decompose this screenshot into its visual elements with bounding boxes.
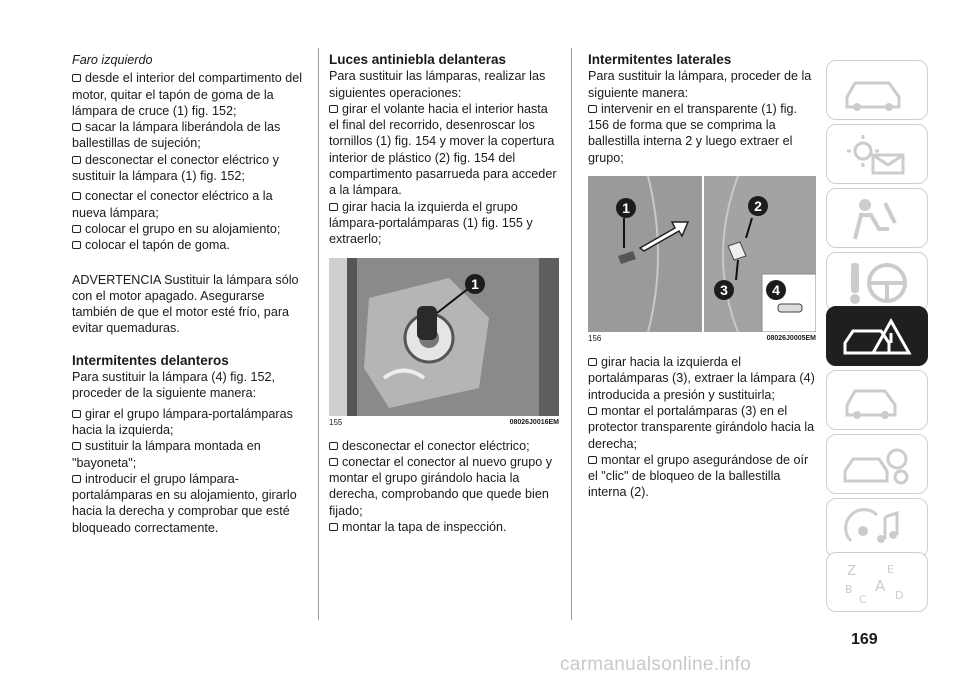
page-number: 169 <box>851 631 878 648</box>
svg-text:Z: Z <box>847 564 856 579</box>
checkbox-bullet-icon <box>72 442 81 450</box>
svg-text:B: B <box>845 583 853 596</box>
tab-car-emergency[interactable] <box>826 306 928 366</box>
checkbox-bullet-icon <box>72 241 81 249</box>
figure-number: 155 <box>329 417 343 427</box>
checkbox-bullet-icon <box>329 523 338 531</box>
checkbox-bullet-icon <box>72 475 81 483</box>
checkbox-bullet-icon <box>329 105 338 113</box>
checkbox-bullet-icon <box>588 358 597 366</box>
figure-156-image <box>588 176 816 332</box>
list-item: conectar el conector al nuevo grupo y montar el grupo girándolo hacia la derecha, comprobando que quede bien fijado; <box>329 454 553 518</box>
list-item: montar la tapa de inspección. <box>329 519 561 535</box>
fog-lamp-illustration <box>329 258 559 416</box>
heading-faro-izquierdo: Faro izquierdo <box>72 53 153 67</box>
tab-car-maintenance[interactable] <box>826 370 928 430</box>
list-item: desconectar el conector eléctrico; <box>329 438 561 454</box>
list-item: girar hacia la izquierda el grupo lámpara-portalámparas (1) fig. 155 y extraerlo; <box>329 199 533 247</box>
tab-airbag-seat[interactable] <box>826 188 928 248</box>
car-gears-icon <box>841 441 915 489</box>
list-item: colocar el grupo en su alojamiento; <box>72 221 310 237</box>
figure-155-caption <box>329 418 559 428</box>
figure-code: 08026J0016EM <box>509 418 559 426</box>
svg-text:A: A <box>875 577 886 595</box>
column-divider <box>318 48 319 620</box>
section-title-intermitentes-laterales: Intermitentes laterales <box>588 52 732 67</box>
tab-key-steering[interactable] <box>826 252 928 312</box>
figure-code: 08026J0005EM <box>766 335 816 343</box>
car-emergency-icon <box>841 313 915 361</box>
list-item: desde el interior del compartimento del motor, quitar el tapón de goma de la lámpara de cruce (1) fig. 152; <box>72 71 303 118</box>
section-intro: Para sustituir las lámparas, realizar las siguientes operaciones: <box>329 69 546 100</box>
list-item: montar el grupo asegurándose de oír el "clic" de bloqueo de la ballestilla interna (2). <box>588 452 809 500</box>
checkbox-bullet-icon <box>72 192 81 200</box>
tab-car-dashboard[interactable] <box>826 60 928 120</box>
checkbox-bullet-icon <box>588 105 597 113</box>
airbag-seat-icon <box>841 195 915 243</box>
svg-text:D: D <box>895 589 904 602</box>
checkbox-bullet-icon <box>329 458 338 466</box>
watermark: carmanualsonline.info <box>560 654 752 675</box>
checkbox-bullet-icon <box>72 156 81 164</box>
car-dashboard-icon <box>841 67 915 115</box>
column-3 <box>588 52 816 501</box>
list-item: sustituir la lámpara montada en "bayoneta"; <box>72 439 261 470</box>
callout-2: 2 <box>748 196 768 216</box>
checkbox-bullet-icon <box>72 74 81 82</box>
list-item: girar el grupo lámpara-portalámparas hacia la izquierda; <box>72 406 293 437</box>
checkbox-bullet-icon <box>329 442 338 450</box>
section-title-antiniebla: Luces antiniebla delanteras <box>329 52 507 67</box>
tab-alphabet-index[interactable] <box>826 552 928 612</box>
list-item: desconectar el conector eléctrico y sustituir la lámpara (1) fig. 152; <box>72 152 279 184</box>
list-item: montar el portalámparas (3) en el protector transparente girándolo hacia la derecha; <box>588 403 815 451</box>
list-item: intervenir en el transparente (1) fig. 156 de forma que se comprima la ballestilla interna 2 y luego extraer el grupo; <box>588 101 798 165</box>
callout-3: 3 <box>714 280 734 300</box>
checkbox-bullet-icon <box>588 456 597 464</box>
warning-text: ADVERTENCIA Sustituir la lámpara sólo con el motor apagado. Asegurarse también de que el motor esté frío, para evitar quemaduras. <box>72 272 299 336</box>
car-maintenance-icon <box>841 377 915 425</box>
checkbox-bullet-icon <box>72 123 81 131</box>
svg-text:C: C <box>859 593 867 606</box>
section-intro: Para sustituir la lámpara (4) fig. 152, proceder de la siguiente manera: <box>72 370 275 401</box>
tab-warning-lights[interactable] <box>826 124 928 184</box>
list-item: conectar el conector eléctrico a la nueva lámpara; <box>72 189 273 220</box>
multimedia-icon <box>841 505 915 553</box>
warning-lights-icon <box>841 131 915 179</box>
key-steering-wheel-icon <box>841 259 915 307</box>
column-2 <box>329 52 561 535</box>
checkbox-bullet-icon <box>588 407 597 415</box>
column-divider <box>571 48 572 620</box>
alphabet-index-icon <box>841 559 915 607</box>
tab-multimedia[interactable] <box>826 498 928 558</box>
callout-1: 1 <box>465 274 485 294</box>
section-title-intermitentes-delanteros: Intermitentes delanteros <box>72 352 229 368</box>
list-item: introducir el grupo lámpara-portalámparas en su alojamiento, girarlo hacia la derecha y comprobar que esté bloqueado correctamente. <box>72 471 297 535</box>
list-item: girar el volante hacia el interior hasta el final del recorrido, desenroscar los tornillos (1) fig. 154 y mover la copertura interior de plástico (2) fig. 154 del compartimento pasarrueda para acceder a la lámpara. <box>329 101 557 198</box>
svg-text:E: E <box>887 563 894 576</box>
callout-4: 4 <box>766 280 786 300</box>
figure-156-caption <box>588 334 816 344</box>
checkbox-bullet-icon <box>72 410 81 418</box>
column-1 <box>72 52 310 536</box>
section-intro: Para sustituir la lámpara, proceder de la siguiente manera: <box>588 69 812 100</box>
list-item: colocar el tapón de goma. <box>72 237 310 253</box>
list-item: sacar la lámpara liberándola de las ballestillas de sujeción; <box>72 120 281 151</box>
tab-car-gears[interactable] <box>826 434 928 494</box>
checkbox-bullet-icon <box>72 225 81 233</box>
figure-155-image <box>329 258 559 416</box>
list-item: girar hacia la izquierda el portalámparas (3), extraer la lámpara (4) introducida a presión y sustituirla; <box>588 355 815 402</box>
figure-number: 156 <box>588 334 602 344</box>
checkbox-bullet-icon <box>329 203 338 211</box>
callout-1: 1 <box>616 198 636 218</box>
